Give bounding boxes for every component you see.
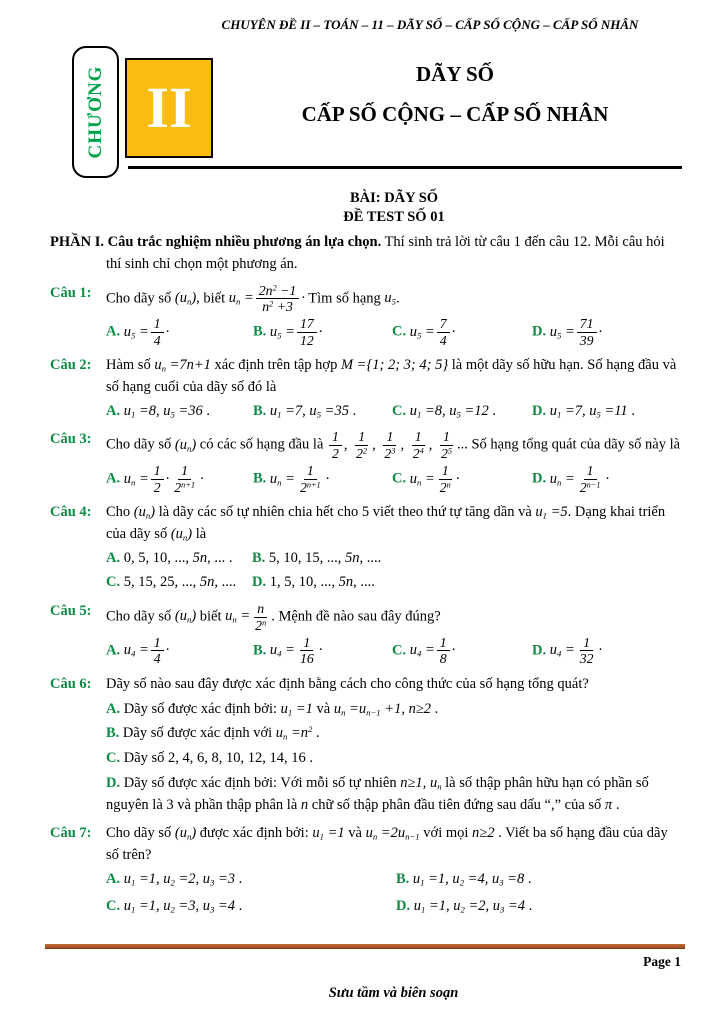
answer-option-A: A. $u_n$ = $\frac{1}{2}$ · $\frac{1}{2^{n+1}}$ ·	[106, 463, 204, 495]
banner-title-line2: CẤP SỐ CỘNG – CẤP SỐ NHÂN	[301, 102, 609, 126]
option-key: B.	[253, 470, 267, 487]
question-label: Câu 3:	[50, 431, 92, 448]
option-key: A.	[106, 642, 121, 659]
question-text: Cho dãy số $(u_n)$ được xác định bởi: $u_1 =1$ và $u_n =2u_{n-1}$ với mọi n≥2 . Viết ba số hạng đầu của dãy số trên?	[106, 825, 668, 864]
chapter-pill	[72, 46, 119, 178]
option-key: A.	[106, 870, 121, 887]
option-key: B.	[252, 549, 266, 566]
banner-title-line1: DÃY SỐ	[416, 62, 494, 86]
document-header-title: CHUYÊN ĐỀ II – TOÁN – 11 – DÃY SỐ – CẤP SỐ CỘNG – CẤP SỐ NHÂN	[221, 17, 639, 32]
option-key: B.	[253, 323, 267, 340]
fraction: $\frac{1}{32}$	[579, 634, 594, 667]
answer-option-C: C. 5, 15, 25, ..., 5n, ....	[106, 574, 237, 591]
option-key: D.	[106, 774, 121, 791]
answer-option-C: C. Dãy số 2, 4, 6, 8, 10, 12, 14, 16 .	[106, 750, 314, 767]
option-key: C.	[392, 323, 407, 340]
chapter-number: II	[146, 75, 192, 140]
option-key: B.	[396, 870, 410, 887]
option-key: B.	[106, 725, 120, 742]
fraction: $\frac{1}{8}$	[437, 635, 450, 667]
answer-option-A: A. $u_4$ = $\frac{1}{4}$ ·	[106, 634, 170, 667]
answer-options	[106, 316, 682, 348]
fraction: $\frac{1}{2^{n-1}}$	[579, 463, 601, 495]
answer-option-B: B. 5, 10, 15, ..., 5n, ....	[252, 549, 382, 566]
answer-options	[106, 635, 682, 667]
question-body	[106, 283, 682, 349]
question-body	[106, 429, 682, 495]
option-key: C.	[106, 897, 121, 914]
answer-option-B: B. $u_n$ = $\frac{1}{2^{n+1}}$ ·	[253, 463, 330, 495]
question-text: Cho dãy số $(u_n)$, biết $u_n$ = $\frac{2n^2 -1}{n^2 +3}$ · Tìm số hạng $u_5$.	[106, 282, 400, 314]
answer-option-C: C. $u_5$ = $\frac{7}{4}$ ·	[392, 316, 456, 348]
lesson-title: BÀI: DÃY SỐ	[349, 190, 439, 206]
answer-option-D: D. 1, 5, 10, ..., 5n, ....	[252, 574, 375, 591]
answer-options	[106, 463, 682, 495]
fraction: $\frac{1}{2^{n+1}}$	[174, 463, 195, 495]
fraction: $\frac{1}{2^3}$	[384, 429, 396, 461]
answer-option-A: A. Dãy số được xác định bởi: $u_1 =1$ và $u_n =u_{n-1} +1$, n≥2 .	[106, 700, 439, 718]
option-key: A.	[106, 549, 121, 566]
question-label: Câu 7:	[50, 825, 92, 842]
answer-option-D: D. $u_1 =1$, $u_2 =2$, $u_3 =4$ .	[396, 897, 533, 915]
answer-options	[106, 401, 682, 423]
fraction: $\frac{1}{2^n}$	[439, 463, 451, 495]
fraction: $\frac{1}{2^5}$	[440, 429, 452, 461]
answer-option-D: D. $u_4$ = $\frac{1}{32}$ ·	[532, 634, 603, 667]
banner-titles	[230, 62, 680, 127]
answer-option-A: A. $u_1 =1$, $u_2 =2$, $u_3 =3$ .	[106, 870, 243, 888]
answer-options	[106, 699, 682, 817]
answer-option-B: B. $u_4$ = $\frac{1}{16}$ ·	[253, 634, 323, 667]
question-label: Câu 2:	[50, 357, 92, 374]
fraction: $\frac{2n^2 -1}{n^2 +3}$	[256, 283, 300, 315]
fraction: $\frac{1}{2^2}$	[356, 429, 368, 461]
answer-option-C: C. $u_1 =8$, $u_5 =12$ .	[392, 402, 497, 420]
question-text: Cho dãy số $(u_n)$ có các số hạng đầu là $\frac{1}{2}$ , $\frac{1}{2^2}$ , $\frac{1}{2^3}$ , $\frac{1}{2^4}$ , $\frac{1}{2^5}$ ... Số hạng tổng quát của dãy số này là	[106, 429, 681, 461]
option-key: D.	[532, 642, 547, 659]
answer-option-D: D. Dãy số được xác định bởi: Với mỗi số tự nhiên n≥1, $u_n$ là số thập phân hữu hạn có phần số nguyên là 3 và phần thập phân là n chữ số thập phân đầu tiên đứng sau dấu “,” của số π .	[106, 774, 649, 813]
option-key: B.	[253, 402, 267, 419]
option-key: A.	[106, 323, 121, 340]
question-body	[106, 601, 682, 667]
question-2	[50, 355, 682, 422]
answer-options	[106, 869, 682, 918]
fraction: $\frac{n}{2^n}$	[255, 601, 267, 633]
option-key: A.	[106, 402, 121, 419]
question-text: Hàm số $u_n =7n+1$ xác định trên tập hợp M ={1; 2; 3; 4; 5} là một dãy số hữu hạn. Số hạng đầu và số hạng cuối của dãy số đó là	[106, 357, 677, 395]
question-label: Câu 4:	[50, 504, 92, 521]
question-label: Câu 6:	[50, 675, 92, 692]
question-4	[50, 502, 682, 594]
answer-option-D: D. $u_n$ = $\frac{1}{2^{n-1}}$ ·	[532, 463, 610, 495]
answer-options	[106, 548, 682, 595]
page-number: Page 1	[643, 954, 681, 969]
option-key: C.	[392, 642, 407, 659]
answer-option-B: B. Dãy số được xác định với $u_n =n^2$ .	[106, 724, 320, 742]
answer-option-C: C. $u_1 =1$, $u_2 =3$, $u_3 =4$ .	[106, 897, 243, 915]
banner-rule	[128, 166, 682, 169]
option-key: D.	[532, 323, 547, 340]
option-key: D.	[532, 402, 547, 419]
test-title: ĐỀ TEST SỐ 01	[343, 209, 445, 225]
questions-list	[50, 283, 682, 918]
fraction: $\frac{1}{2^4}$	[412, 429, 424, 461]
fraction: $\frac{1}{2}$	[329, 429, 342, 461]
chapter-number-box	[125, 58, 213, 158]
question-label: Câu 5:	[50, 603, 92, 620]
option-key: C.	[392, 402, 407, 419]
answer-option-C: C. $u_n$ = $\frac{1}{2^n}$ ·	[392, 463, 460, 495]
question-text: Cho dãy số $(u_n)$ biết $u_n$ = $\frac{n}{2^n}$ . Mệnh đề nào sau đây đúng?	[106, 601, 441, 633]
answer-option-A: A. 0, 5, 10, ..., 5n, ... .	[106, 549, 233, 566]
option-key: C.	[392, 470, 407, 487]
question-body	[106, 355, 682, 422]
fraction: $\frac{7}{4}$	[437, 316, 450, 348]
question-5	[50, 601, 682, 667]
option-key: B.	[253, 642, 267, 659]
fraction: $\frac{1}{16}$	[299, 634, 314, 667]
question-1	[50, 283, 682, 349]
footer-rule	[45, 944, 685, 949]
question-label: Câu 1:	[50, 284, 92, 301]
answer-option-B: B. $u_1 =7$, $u_5 =35$ .	[253, 402, 357, 420]
option-key: D.	[252, 574, 267, 591]
question-text: Dãy số nào sau đây được xác định bằng cách cho công thức của số hạng tổng quát?	[106, 675, 589, 692]
answer-option-A: A. $u_5$ = $\frac{1}{4}$ ·	[106, 316, 170, 348]
answer-option-B: B. $u_1 =1$, $u_2 =4$, $u_3 =8$ .	[396, 870, 532, 888]
answer-option-D: D. $u_5$ = $\frac{71}{39}$ ·	[532, 316, 603, 348]
option-key: C.	[106, 750, 121, 767]
part-intro: PHẦN I. Câu trắc nghiệm nhiều phương án lựa chọn. Thí sinh trả lời từ câu 1 đến câu 12. Mỗi câu hỏi thí sinh chỉ chọn một phương án.	[50, 234, 665, 272]
answer-option-C: C. $u_4$ = $\frac{1}{8}$ ·	[392, 634, 456, 667]
fraction: $\frac{1}{4}$	[151, 316, 164, 348]
footer-note: Sưu tầm và biên soạn	[328, 985, 459, 1001]
answer-option-A: A. $u_1 =8$, $u_5 =36$ .	[106, 402, 211, 420]
option-key: D.	[532, 470, 547, 487]
question-text: Cho $(u_n)$ là dãy các số tự nhiên chia hết cho 5 viết theo thứ tự tăng dần và $u_1 =5$. Dạng khai triển của dãy số $(u_n)$ là	[106, 504, 666, 543]
fraction: $\frac{1}{4}$	[151, 635, 164, 667]
chapter-banner	[0, 46, 725, 180]
fraction: $\frac{1}{2}$	[151, 463, 164, 495]
option-key: A.	[106, 470, 121, 487]
question-body	[106, 674, 682, 817]
question-body	[106, 502, 682, 594]
question-7	[50, 823, 682, 917]
question-body	[106, 823, 682, 917]
chapter-pill-label: CHƯƠNG	[84, 65, 106, 159]
document-body	[0, 190, 725, 917]
answer-option-D: D. $u_1 =7$, $u_5 =11$ .	[532, 402, 635, 420]
fraction: $\frac{71}{39}$	[577, 316, 597, 348]
option-key: D.	[396, 897, 411, 914]
question-3	[50, 429, 682, 495]
fraction: $\frac{17}{12}$	[297, 316, 317, 348]
option-key: C.	[106, 574, 121, 591]
option-key: A.	[106, 700, 121, 717]
answer-option-B: B. $u_5$ = $\frac{17}{12}$ ·	[253, 316, 323, 348]
question-6	[50, 674, 682, 817]
fraction: $\frac{1}{2^{n+1}}$	[299, 463, 321, 495]
